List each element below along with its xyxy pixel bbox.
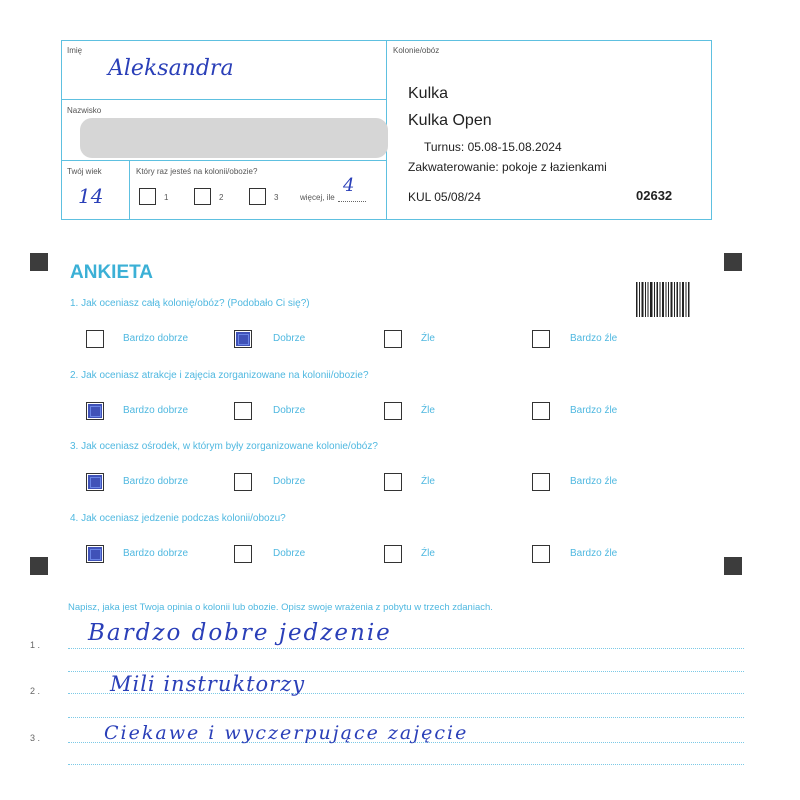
opinion-prompt: Napisz, jaka jest Twoja opinia o kolonii lub obozie. Opisz swoje wrażenia z pobytu w trzech zdaniach. <box>68 602 493 613</box>
answer-checkbox-very-bad[interactable] <box>532 330 550 348</box>
times-option-2: 2 <box>219 193 224 202</box>
answer-checkbox-bad[interactable] <box>384 330 402 348</box>
answer-checkbox-good[interactable] <box>234 473 252 491</box>
answer-label-very-good: Bardzo dobrze <box>123 405 189 416</box>
answer-checkbox-very-bad[interactable] <box>532 545 550 563</box>
times-option-1: 1 <box>164 193 169 202</box>
answer-label-good: Dobrze <box>273 548 306 559</box>
survey-title: ANKIETA <box>70 262 154 283</box>
answer-label-good: Dobrze <box>273 333 306 344</box>
answer-label-bad: Źle <box>421 476 435 487</box>
answer-checkbox-very-good[interactable] <box>86 545 104 563</box>
answer-label-bad: Źle <box>421 333 435 344</box>
line-number-2: 2 . <box>30 686 41 696</box>
answer-checkbox-good[interactable] <box>234 330 252 348</box>
answer-label-very-good: Bardzo dobrze <box>123 548 189 559</box>
turnus-text: Turnus: 05.08-15.08.2024 <box>424 140 562 154</box>
answer-label-bad: Źle <box>421 405 435 416</box>
accommodation-text: Zakwaterowanie: pokoje z łazienkami <box>408 160 607 174</box>
more-times-value[interactable]: 4 <box>343 175 355 196</box>
more-times-label: więcej, ile <box>300 193 335 202</box>
camp-name-2: Kulka Open <box>408 112 492 129</box>
answer-label-very-bad: Bardzo źle <box>570 476 618 487</box>
answer-checkbox-good[interactable] <box>234 545 252 563</box>
name-label: Imię <box>67 46 83 55</box>
registration-marker-bl <box>30 557 48 575</box>
answer-checkbox-very-bad[interactable] <box>532 473 550 491</box>
answer-checkbox-very-good[interactable] <box>86 330 104 348</box>
registration-marker-tl <box>30 253 48 271</box>
age-label: Twój wiek <box>67 167 102 176</box>
answer-label-good: Dobrze <box>273 476 306 487</box>
surname-label: Nazwisko <box>67 106 102 115</box>
answer-label-very-good: Bardzo dobrze <box>123 476 189 487</box>
writing-line <box>68 648 744 649</box>
registration-marker-tr <box>724 253 742 271</box>
times-checkbox-3[interactable] <box>249 188 266 205</box>
answer-checkbox-very-good[interactable] <box>86 402 104 420</box>
question-text: 1. Jak oceniasz całą kolonię/obóz? (Podobało Ci się?) <box>70 298 310 309</box>
opinion-line-1[interactable]: Bardzo dobre jedzenie <box>88 620 392 646</box>
camp-code: KUL 05/08/24 <box>408 190 481 204</box>
opinion-line-3[interactable]: Ciekawe i wyczerpujące zajęcie <box>104 722 469 744</box>
answer-label-very-good: Bardzo dobrze <box>123 333 189 344</box>
answer-label-bad: Źle <box>421 548 435 559</box>
answer-checkbox-bad[interactable] <box>384 545 402 563</box>
answer-checkbox-very-bad[interactable] <box>532 402 550 420</box>
form-number: 02632 <box>636 188 673 203</box>
line-number-3: 3 . <box>30 733 41 743</box>
answer-checkbox-bad[interactable] <box>384 473 402 491</box>
question-text: 3. Jak oceniasz ośrodek, w którym były zorganizowane kolonie/obóz? <box>70 441 378 452</box>
question-text: 4. Jak oceniasz jedzenie podczas kolonii/obozu? <box>70 513 286 524</box>
answer-label-very-bad: Bardzo źle <box>570 333 618 344</box>
answer-label-very-bad: Bardzo źle <box>570 548 618 559</box>
times-checkbox-2[interactable] <box>194 188 211 205</box>
answer-checkbox-very-good[interactable] <box>86 473 104 491</box>
times-option-3: 3 <box>274 193 279 202</box>
line-number-1: 1 . <box>30 640 41 650</box>
answer-checkbox-bad[interactable] <box>384 402 402 420</box>
name-value[interactable]: Aleksandra <box>108 56 234 81</box>
answer-label-good: Dobrze <box>273 405 306 416</box>
registration-marker-br <box>724 557 742 575</box>
question-text: 2. Jak oceniasz atrakcje i zajęcia zorganizowane na kolonii/obozie? <box>70 370 369 381</box>
surname-redaction <box>80 118 388 158</box>
answer-label-very-bad: Bardzo źle <box>570 405 618 416</box>
writing-line <box>68 764 744 765</box>
age-value[interactable]: 14 <box>78 184 104 208</box>
barcode <box>636 282 690 317</box>
writing-line <box>68 717 744 718</box>
camp-label: Kolonie/obóz <box>393 46 440 55</box>
times-label: Który raz jesteś na kolonii/obozie? <box>136 167 258 176</box>
more-times-dotline <box>338 201 366 202</box>
camp-name-1: Kulka <box>408 85 449 102</box>
answer-checkbox-good[interactable] <box>234 402 252 420</box>
opinion-line-2[interactable]: Mili instruktorzy <box>110 672 306 696</box>
times-checkbox-1[interactable] <box>139 188 156 205</box>
